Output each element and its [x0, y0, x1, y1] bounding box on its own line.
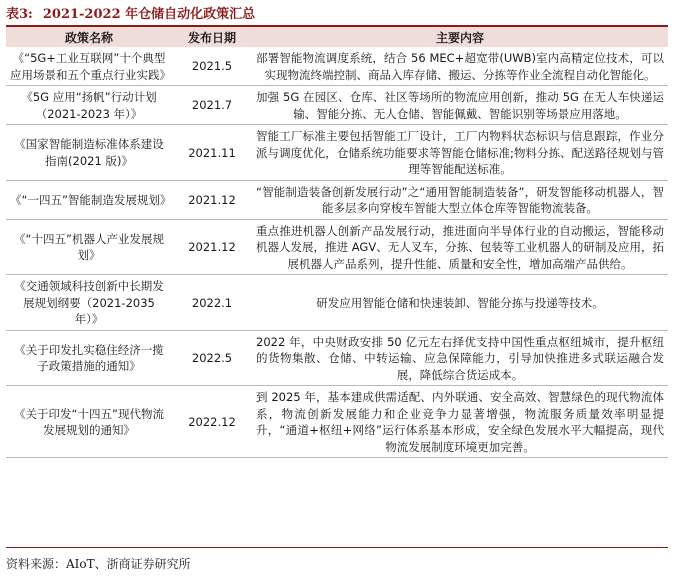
release-date-cell: 2022.1 [172, 275, 252, 331]
table-row [6, 275, 668, 331]
release-date-cell: 2021.7 [172, 86, 252, 125]
main-content-cell: 重点推进机器人创新产品发展行动，推进面向半导体行业的自动搬运，智能移动机器人发展，推进 AGV、无人叉车，分拣、包装等工业机器人的研制及应用，拓展机器人产品系列，提升性能、质量和安全性，增加高端产品供给。 [252, 219, 668, 275]
table-row [6, 219, 668, 275]
main-content-cell: 到 2025 年，基本建成供需适配、内外联通、安全高效、智慧绿色的现代物流体系，物流创新发展能力和企业竞争力显著增强，物流服务质量效率明显提升，“通道+枢纽+网络”运行体系基本形成，安全绿色发展水平大幅提高，现代物流发展制度环境更加完善。 [252, 386, 668, 458]
column-header-release-date: 发布日期 [172, 27, 252, 47]
main-content-cell: 研发应用智能仓储和快速装卸、智能分拣与投递等技术。 [252, 275, 668, 331]
table-row [6, 386, 668, 458]
release-date-cell: 2021.11 [172, 125, 252, 181]
policy-name-cell: 《国家智能制造标准体系建设指南(2021 版)》 [6, 125, 172, 181]
table-row [6, 47, 668, 86]
main-content-cell: 2022 年，中央财政安排 50 亿元左右择优支持中国性重点枢纽城市，提升枢纽的货物集散、仓储、中转运输、应急保障能力，引导加快推进多式联运融合发展，降低综合货运成本。 [252, 330, 668, 386]
release-date-cell: 2022.12 [172, 386, 252, 458]
column-header-policy-name: 政策名称 [6, 27, 172, 47]
source-note: 资料来源：AIoT、浙商证券研究所 [6, 557, 191, 571]
policy-table [6, 27, 668, 458]
policy-name-cell: 《关于印发“十四五”现代物流发展规划的通知》 [6, 386, 172, 458]
table-title-text: 2021-2022 年仓储自动化政策汇总 [42, 7, 256, 22]
table-row [6, 86, 668, 125]
policy-name-cell: 《5G 应用“扬帆”行动计划（2021-2023 年）》 [6, 86, 172, 125]
policy-name-cell: 《“5G+工业互联网”十个典型应用场景和五个重点行业实践》 [6, 47, 172, 86]
policy-name-cell: 《交通领域科技创新中长期发展规划纲要（2021-2035 年）》 [6, 275, 172, 331]
main-content-cell: 部署智能物流调度系统，结合 56 MEC+超宽带(UWB)室内高精定位技术，可以实现物流终端控制、商品入库存储、搬运、分拣等作业全流程自动化智能化。 [252, 47, 668, 86]
table-number: 表3: [6, 7, 33, 22]
release-date-cell: 2021.5 [172, 47, 252, 86]
policy-name-cell: 《“十四五”机器人产业发展规划》 [6, 219, 172, 275]
table-header-row [6, 27, 668, 47]
policy-name-cell: 《关于印发扎实稳住经济一揽子政策措施的通知》 [6, 330, 172, 386]
bottom-rule [6, 547, 668, 548]
release-date-cell: 2021.12 [172, 180, 252, 219]
table-row [6, 330, 668, 386]
table-title [6, 5, 255, 25]
release-date-cell: 2022.5 [172, 330, 252, 386]
main-content-cell: 加强 5G 在园区、仓库、社区等场所的物流应用创新，推动 5G 在无人车快递运输、智能分拣、无人仓储、智能佩戴、智能识别等场景应用落地。 [252, 86, 668, 125]
column-header-main-content: 主要内容 [252, 27, 668, 47]
table-row [6, 180, 668, 219]
table-row [6, 125, 668, 181]
release-date-cell: 2021.12 [172, 219, 252, 275]
main-content-cell: 智能工厂标准主要包括智能工厂设计，工厂内物料状态标识与信息跟踪，作业分派与调度优化，仓储系统功能要求等智能仓储标准;物料分拣、配送路径规划与管理等智能配送标准。 [252, 125, 668, 181]
main-content-cell: “智能制造装备创新发展行动”之“通用智能制造装备”，研发智能移动机器人，智能多层多向穿梭车智能大型立体仓库等智能物流装备。 [252, 180, 668, 219]
policy-name-cell: 《“一四五”智能制造发展规划》 [6, 180, 172, 219]
